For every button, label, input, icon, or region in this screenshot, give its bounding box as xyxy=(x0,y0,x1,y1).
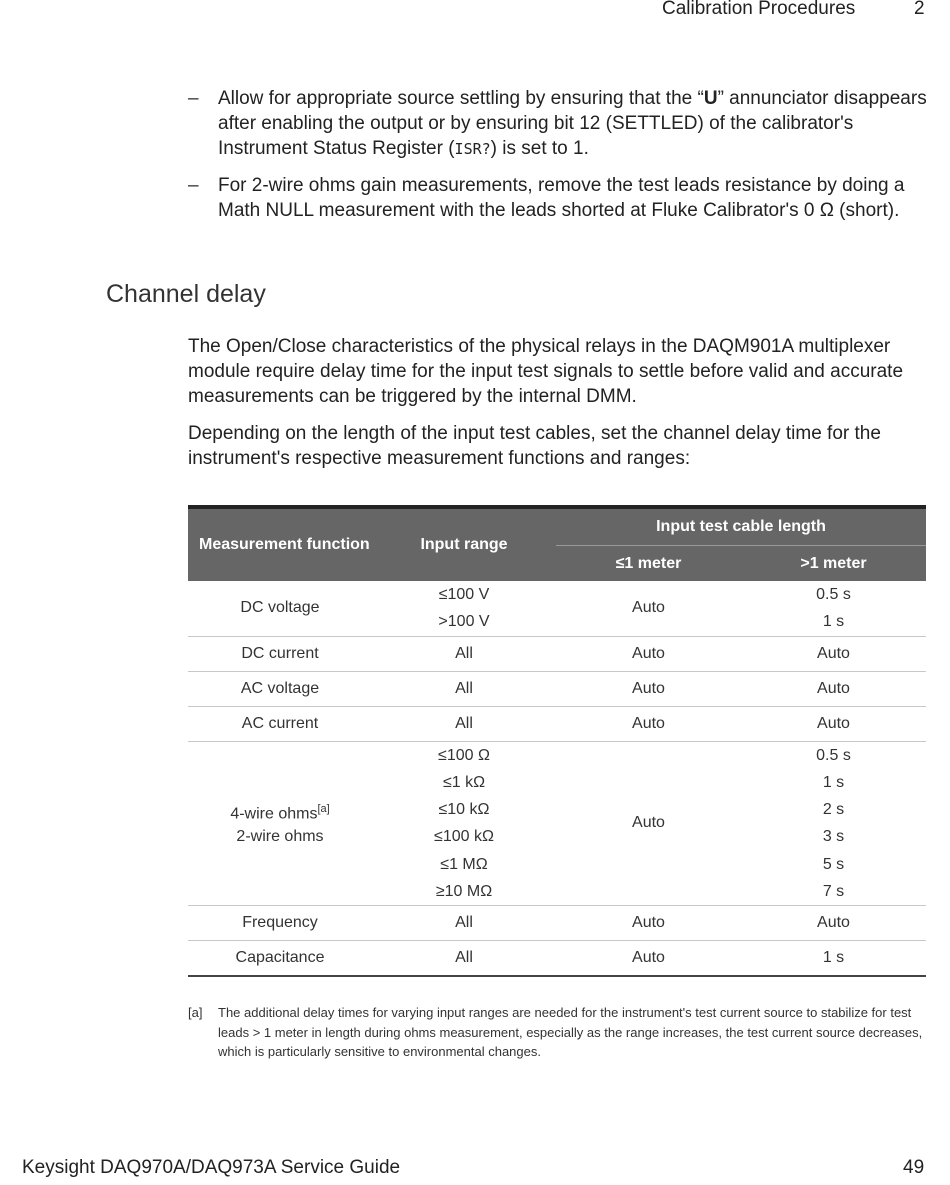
range-cell xyxy=(372,581,556,636)
delay-value: 0.5 s xyxy=(816,586,851,603)
table-row xyxy=(188,741,926,906)
range-cell: All xyxy=(372,671,556,706)
range-value: ≤1 MΩ xyxy=(440,855,488,873)
delay-value: 3 s xyxy=(822,828,845,846)
function-cell: AC voltage xyxy=(188,671,372,706)
footnote-ref: [a] xyxy=(317,803,330,816)
delay-value: 5 s xyxy=(822,855,845,873)
footer-document-title: Keysight DAQ970A/DAQ973A Service Guide xyxy=(22,1157,401,1178)
function-cell: Frequency xyxy=(188,906,372,941)
delay-le1-cell: Auto xyxy=(556,671,741,706)
header-input-range: Input range xyxy=(372,507,556,581)
channel-delay-table xyxy=(188,505,926,977)
function-cell: DC voltage xyxy=(188,581,372,636)
range-value: ≤1 kΩ xyxy=(442,773,486,791)
table-row xyxy=(188,581,926,636)
delay-le1-cell: Auto xyxy=(556,581,741,636)
table-footnote xyxy=(188,1003,928,1062)
range-cell: All xyxy=(372,636,556,671)
footnote-text: The additional delay times for varying input ranges are needed for the instrument's test current source to stabilize for test leads > 1 meter in length during ohms measurement, especially as the range increases, the test current source decreases, which is particularly sensitive to environmental changes. xyxy=(218,1005,923,1059)
range-cell: All xyxy=(372,706,556,741)
table-row xyxy=(188,906,926,941)
function-cell: Capacitance xyxy=(188,941,372,977)
range-cell xyxy=(372,741,556,906)
footnote-mark: [a] xyxy=(188,1005,203,1020)
delay-value: 2 s xyxy=(822,801,845,819)
dash-marker: – xyxy=(188,88,199,109)
bullet-text: For 2-wire ohms gain measurements, remove the test leads resistance by doing a Math NULL measurement with the leads shorted at Fluke Calibrator's 0 Ω (short). xyxy=(218,175,905,221)
delay-le1-cell: Auto xyxy=(556,636,741,671)
range-cell: All xyxy=(372,906,556,941)
function-name-text: 4-wire ohms xyxy=(230,805,318,823)
delay-gt1-cell: Auto xyxy=(741,671,926,706)
bullet-text-part: Allow for appropriate source settling by ensuring that the “ xyxy=(218,88,704,109)
section-heading: Channel delay xyxy=(106,280,266,308)
bullet-text-part: ) is set to 1. xyxy=(490,138,589,159)
bullet-text-part: ” annunciator disappears after enabling the output or by ensuring bit 12 (SETTLED) of the calibrator's Instrument Status Register ( xyxy=(218,88,927,159)
delay-gt1-cell: 1 s xyxy=(741,941,926,977)
delay-le1-cell: Auto xyxy=(556,706,741,741)
delay-gt1-cell: Auto xyxy=(741,706,926,741)
function-name xyxy=(188,796,372,823)
annunciator-letter: U xyxy=(703,88,718,109)
bullet-list xyxy=(188,86,928,234)
running-header-chapter: 2 xyxy=(914,0,925,19)
delay-value: 0.5 s xyxy=(816,746,851,764)
delay-gt1-cell: Auto xyxy=(741,906,926,941)
delay-value: 7 s xyxy=(822,883,845,901)
delay-le1-cell: Auto xyxy=(556,741,741,906)
range-value: ≤100 V xyxy=(438,586,490,603)
range-value: ≤10 kΩ xyxy=(438,801,490,819)
function-cell: AC current xyxy=(188,706,372,741)
table-row xyxy=(188,706,926,741)
running-header-section: Calibration Procedures xyxy=(662,0,856,19)
header-gt-1-meter: >1 meter xyxy=(741,546,926,582)
header-le-1-meter: ≤1 meter xyxy=(556,546,741,582)
command-code: ISR? xyxy=(454,140,491,158)
delay-gt1-cell: Auto xyxy=(741,636,926,671)
delay-gt1-cell xyxy=(741,581,926,636)
delay-le1-cell: Auto xyxy=(556,941,741,977)
table-row xyxy=(188,671,926,706)
table-row xyxy=(188,941,926,977)
bullet-item xyxy=(188,86,928,162)
paragraph: The Open/Close characteristics of the physical relays in the DAQM901A multiplexer module require delay time for the input test signals to settle before valid and accurate measurements can be triggered by the internal DMM. xyxy=(188,336,904,407)
delay-le1-cell: Auto xyxy=(556,906,741,941)
range-value: ≤100 Ω xyxy=(438,746,490,764)
range-value: ≥10 MΩ xyxy=(435,883,493,901)
function-cell: DC current xyxy=(188,636,372,671)
range-cell: All xyxy=(372,941,556,977)
function-cell xyxy=(188,741,372,906)
bullet-text xyxy=(218,86,928,162)
dash-marker: – xyxy=(188,175,199,196)
delay-gt1-cell xyxy=(741,741,926,906)
function-name: 2-wire ohms xyxy=(236,828,324,846)
header-cable-length: Input test cable length xyxy=(556,507,926,546)
delay-value: 1 s xyxy=(822,613,845,631)
paragraph: Depending on the length of the input test cables, set the channel delay time for the instrument's respective measurement functions and ranges: xyxy=(188,423,881,469)
delay-value: 1 s xyxy=(822,773,845,791)
range-value: ≤100 kΩ xyxy=(434,828,494,846)
table-row xyxy=(188,636,926,671)
footer-page-number: 49 xyxy=(903,1157,925,1178)
bullet-item xyxy=(188,173,928,223)
header-measurement-function: Measurement function xyxy=(188,507,372,581)
range-value: >100 V xyxy=(438,613,490,631)
